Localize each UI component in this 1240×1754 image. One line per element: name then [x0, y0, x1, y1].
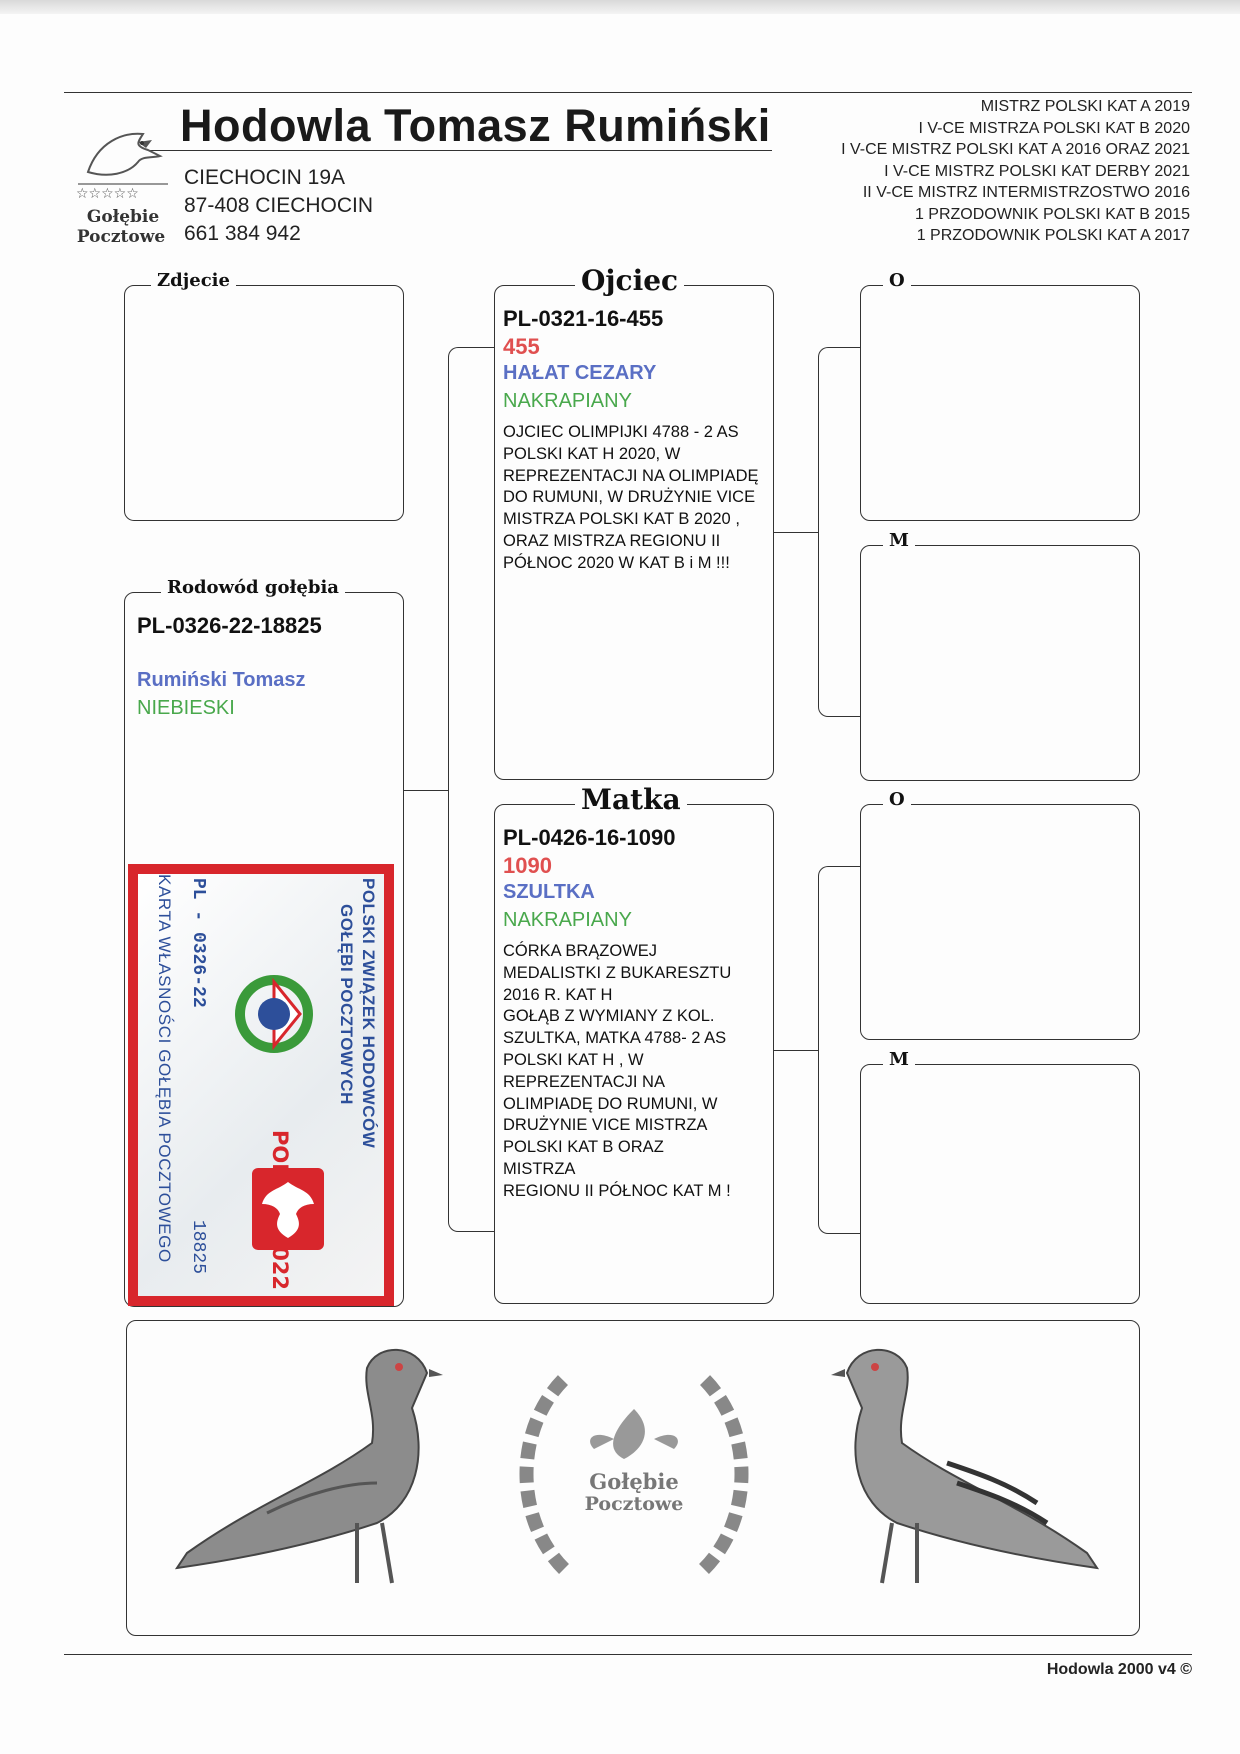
father-legend: Ojciec: [575, 264, 684, 297]
eagle-logo: [68, 112, 178, 247]
father-ring: PL-0321-16-455: [503, 306, 664, 331]
achievements-list: [841, 96, 1190, 247]
mother-name: SZULTKA: [503, 881, 595, 903]
pigeon-legend: Rodowód gołębia: [161, 577, 345, 598]
mother-note-line: OLIMPIADĘ DO RUMUNI, W: [503, 1094, 718, 1113]
pigeon-banner: [126, 1320, 1140, 1636]
pigeon-right-icon: [807, 1333, 1107, 1623]
mother-legend: Matka: [575, 783, 687, 816]
connector-pigeon-stub: [404, 790, 448, 791]
footer-rule: [64, 1654, 1192, 1655]
mother-note-line: GOŁĄB Z WYMIANY Z KOL.: [503, 1007, 715, 1026]
polish-eagle-icon: [248, 1164, 328, 1254]
father-sire-legend: O: [883, 270, 911, 291]
card-inner: [138, 874, 384, 1296]
father-name: HAŁAT CEZARY: [503, 362, 657, 384]
pigeon-owner: Rumiński Tomasz: [137, 669, 306, 691]
mother-sire-box: [860, 789, 1140, 1040]
header-top-rule: [64, 92, 1192, 93]
mother-color: NAKRAPIANY: [503, 909, 632, 931]
mother-note-line: 2016 R. KAT H: [503, 985, 613, 1004]
address-line-2: 87-408 CIECHOCIN: [184, 194, 374, 217]
connector-pigeon-parents: [448, 347, 494, 1232]
achievement: 1 PRZODOWNIK POLSKI KAT A 2017: [916, 227, 1190, 244]
card-caption: KARTA WŁASNOŚCI GOŁĘBIA POCZTOWEGO: [155, 874, 174, 1263]
eagle-icon: [68, 112, 178, 202]
card-org-line-2: GOŁĘBI POCZTOWYCH: [337, 904, 356, 1105]
achievement: II V-CE MISTRZ INTERMISTRZOSTWO 2016: [862, 184, 1190, 201]
photo-box: [124, 270, 404, 521]
father-dam-legend: M: [883, 530, 915, 551]
mother-dam-box: [860, 1049, 1140, 1304]
mother-notes: [503, 941, 773, 1203]
connector-father-stub: [774, 532, 818, 533]
svg-text:☆☆☆☆☆: ☆☆☆☆☆: [76, 186, 139, 202]
mother-note-line: POLSKI KAT B ORAZ: [503, 1138, 664, 1157]
mother-sire-legend: O: [883, 789, 911, 810]
connector-mother-stub: [774, 1050, 818, 1051]
logo-text-1: Gołębie: [86, 207, 160, 227]
mother-ring: PL-0426-16-1090: [503, 825, 676, 850]
card-ring-number: 18825: [188, 1220, 208, 1275]
logo-text-2: Pocztowe: [76, 227, 166, 247]
phone-number: 661 384 942: [184, 222, 301, 245]
mother-box: [494, 783, 774, 1304]
mother-note-line: CÓRKA BRĄZOWEJ: [503, 942, 658, 960]
achievement: MISTRZ POLSKI KAT A 2019: [980, 98, 1190, 115]
breeder-title: Hodowla Tomasz Rumiński: [180, 100, 771, 151]
card-org-line-1: POLSKI ZWIĄZEK HODOWCÓW: [359, 878, 378, 1149]
father-notes: OJCIEC OLIMPIJKI 4788 - 2 AS POLSKI KAT H 2020, W REPREZENTACJI NA OLIMPIADĘ DO RUMUNI, W DRUŻYNIE VICE MISTRZA POLSKI KAT B 2020 , ORAZ MISTRZA REGIONU II PÓŁNOC 2020 W KAT B i M !!!: [503, 423, 759, 572]
father-dam-box: [860, 530, 1140, 781]
father-color: NAKRAPIANY: [503, 390, 632, 412]
connector-father-grandparents: [818, 347, 860, 717]
achievement: I V-CE MISTRZ POLSKI KAT A 2016 ORAZ 2021: [841, 141, 1190, 158]
mother-note-line: REPREZENTACJI NA: [503, 1072, 665, 1091]
father-box: [494, 264, 774, 780]
pzhgp-emblem-icon: [234, 964, 314, 1064]
mother-short-ring: 1090: [503, 853, 552, 878]
father-short-ring: 455: [503, 334, 540, 359]
pigeon-color: NIEBIESKI: [137, 697, 235, 719]
mother-note-line: REGIONU II PÓŁNOC KAT M !: [503, 1181, 731, 1200]
address-block: [184, 164, 373, 248]
photo-legend: Zdjecie: [151, 270, 236, 291]
father-sire-box: [860, 270, 1140, 521]
ownership-card: [128, 864, 394, 1306]
mother-note-line: SZULTKA, MATKA 4788- 2 AS: [503, 1029, 727, 1048]
connector-mother-grandparents: [818, 866, 860, 1234]
wreath-text-1: Gołębie: [589, 1469, 679, 1494]
address-line-1: CIECHOCIN 19A: [184, 166, 346, 189]
achievement: 1 PRZODOWNIK POLSKI KAT B 2015: [914, 205, 1190, 223]
mother-note-line: MISTRZA: [503, 1159, 576, 1178]
mother-note-line: DRUŻYNIE VICE MISTRZA: [503, 1116, 708, 1135]
achievement: I V-CE MISTRZA POLSKI KAT B 2020: [918, 119, 1190, 137]
mother-dam-legend: M: [883, 1049, 915, 1070]
pigeon-ring: PL-0326-22-18825: [137, 613, 322, 638]
scan-edge: [0, 0, 1240, 14]
card-ring-prefix: PL - 0326-22: [188, 878, 208, 1008]
mother-note-line: MEDALISTKI Z BUKARESZTU: [503, 963, 732, 982]
wreath-text-2: Pocztowe: [584, 1493, 684, 1515]
mother-note-line: POLSKI KAT H , W: [503, 1050, 644, 1069]
achievement: I V-CE MISTRZ POLSKI KAT DERBY 2021: [884, 162, 1190, 180]
pigeon-left-icon: [167, 1333, 467, 1623]
footer-text: Hodowla 2000 v4 ©: [1046, 1661, 1192, 1678]
